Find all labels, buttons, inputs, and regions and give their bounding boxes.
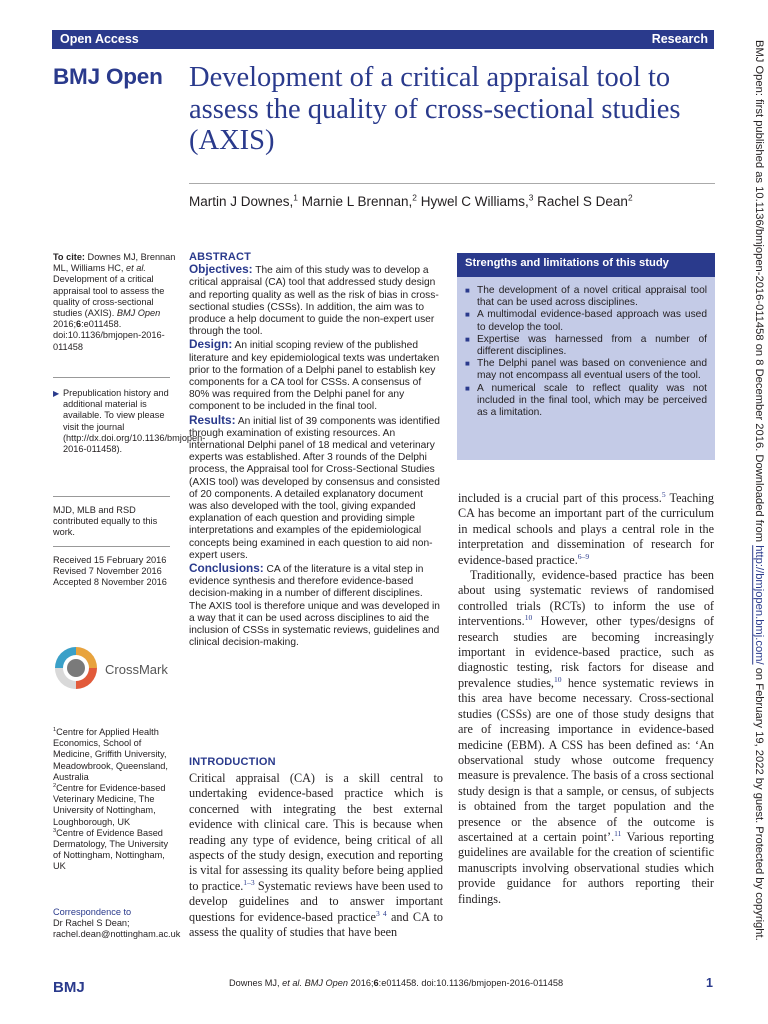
- cite-doi: :e011458. doi:10.1136/bmjopen-2016-011458: [53, 319, 165, 352]
- crossmark-badge[interactable]: [53, 645, 178, 695]
- correspondence-email[interactable]: rachel.dean@nottingham.ac.uk: [53, 929, 181, 940]
- list-item: ■ A multimodal evidence-based approach was used to develop the tool.: [465, 309, 707, 333]
- design-text: An initial scoping review of the published literature and key epidemiological texts was undertaken prior to the formation of a Delphi panel to establish key components for a CA tool for CSSs. A consensus of 80% was required from the Delphi panel for any component to be included in the final tool.: [189, 340, 440, 413]
- accepted-date: Accepted 8 November 2016: [53, 577, 167, 588]
- journal-logo: BMJ Open: [53, 64, 163, 89]
- author-name: Rachel S Dean: [537, 194, 628, 209]
- crossmark-label: CrossMark: [105, 662, 168, 677]
- reference-link[interactable]: 5: [661, 489, 666, 499]
- text-run: Teaching CA has become an important part of the curriculum in medical schools and plays a central role in the interpretation and dissemination of research for evidence-based practice.: [458, 491, 714, 567]
- box-list: [457, 285, 715, 419]
- text-run: However, other types/designs of research studies are becoming increasingly important in evidence-based practice, such as diagnostic testing, risk factors for disease and prevalence studies,: [458, 614, 714, 690]
- abstract: [189, 251, 441, 650]
- results-text: An initial list of 39 components was identified through examination of existing resources. An international Delphi panel of 18 medical and veterinary experts was established. After 3 rounds of the Delphi process, the Appraisal tool for Cross-Sectional Studies (AXIS tool) was developed by consensus and consisted of 20 components. A detailed explanatory document was also developed with the tool, giving expanded explanation of each question and providing simple interpretations and examples of the epidemiological concepts being examined in each question to aid non-expert users.: [189, 415, 440, 561]
- list-item: ■ A numerical scale to reflect quality was not included in the final tool, which may be perceived as a limitation.: [465, 383, 707, 420]
- intro-column-2: [458, 491, 714, 907]
- footer-year: 2016;: [347, 978, 374, 988]
- conclusions-label: Conclusions:: [189, 561, 264, 576]
- triangle-bullet-icon: ▶: [53, 389, 60, 398]
- author-name: Hywel C Williams,: [420, 194, 529, 209]
- side-note-text-end: on February 19, 2022 by guest. Protected by copyright.: [753, 664, 765, 941]
- author-list: [189, 194, 719, 209]
- author-affiliation-ref: 2: [412, 192, 417, 203]
- open-access-label: Open Access: [60, 32, 139, 46]
- text-run: Critical appraisal (CA) is a skill central to undertaking evidence-based practice which is concerned with integrating the best external evidence with clinical care. This is because when reading any type of evidence, being critical of all aspects of the study design, execution and reporting is vital for assessing its quality before being applied to practice.: [189, 771, 443, 893]
- page-number: 1: [706, 976, 713, 990]
- correspondence-name: Dr Rachel S Dean;: [53, 918, 130, 929]
- cite-year: 2016;: [53, 319, 76, 330]
- affiliation-number: 3: [53, 827, 57, 834]
- reference-link[interactable]: 3 4: [375, 908, 387, 918]
- footer-volume: 6: [373, 978, 379, 988]
- cite-label: To cite:: [53, 252, 85, 262]
- text-run: included is a crucial part of this process.: [458, 491, 662, 505]
- cite-volume: 6: [76, 319, 82, 330]
- article-type-label: Research: [651, 32, 708, 46]
- dates-block: [53, 555, 178, 589]
- box-heading: Strengths and limitations of this study: [457, 253, 715, 277]
- abstract-heading: ABSTRACT: [189, 251, 252, 263]
- strengths-limitations-box: [457, 253, 715, 460]
- cite-journal: BMJ Open: [116, 308, 161, 319]
- results-label: Results:: [189, 412, 236, 427]
- introduction-heading: INTRODUCTION: [189, 756, 276, 768]
- list-item: ■ Expertise was harnessed from a number of different disciplines.: [465, 334, 707, 358]
- cite-authors: Downes MJ, Brennan ML, Williams HC,: [53, 252, 176, 274]
- list-item: ■ The Delphi panel was based on convenience and may not encompass all eventual users of the tool.: [465, 358, 707, 382]
- crossmark-icon: [53, 645, 99, 691]
- cite-title: Development of a critical appraisal tool to assess the quality of cross-sectional studies (AXIS).: [53, 274, 165, 319]
- received-date: Received 15 February 2016: [53, 555, 167, 565]
- author-affiliation-ref: 2: [627, 192, 633, 203]
- list-item: ■ The development of a novel critical appraisal tool that can be used across disciplines.: [465, 285, 707, 309]
- equal-text: MJD, MLB and RSD contributed equally to this work.: [53, 505, 158, 538]
- footer-authors: Downes MJ,: [229, 978, 283, 988]
- footer-doi: :e011458. doi:10.1136/bmjopen-2016-011458: [378, 978, 564, 988]
- top-banner: [52, 30, 714, 49]
- side-provenance-note: [743, 40, 765, 1002]
- objectives-label: Objectives:: [189, 262, 253, 277]
- conclusions-text: CA of the literature is a vital step in evidence synthesis and therefore evidence-based decision-making in a number of different disciplines. The AXIS tool is therefore unique and was developed in a way that it can be used across disciplines to aid the inclusion of CSSs in systematic reviews, guidelines and clinical decision-making.: [189, 564, 440, 649]
- revised-date: Revised 7 November 2016: [53, 566, 162, 577]
- objectives-text: The aim of this study was to develop a critical appraisal (CA) tool that addressed study design and reporting quality as well as the risk of bias in cross-sectional studies (CSSs). In addition, the aim was to produce a help document to guide the non-expert user through the tool.: [189, 265, 439, 338]
- correspondence: [53, 907, 181, 941]
- text-run: Various reporting guidelines are available for the creation of scientific manuscripts involving observational studies which provide guidance for authors reporting their findings.: [458, 829, 715, 906]
- reference-link[interactable]: 1–3: [243, 877, 255, 887]
- bmj-footer-logo: BMJ: [53, 979, 85, 996]
- article-title: Development of a critical appraisal tool to assess the quality of cross-sectional studies (AXIS): [189, 62, 681, 156]
- intro-paragraph-1: [189, 771, 443, 940]
- equal-contribution-note: [53, 505, 178, 539]
- divider: [53, 377, 170, 378]
- footer-journal: et al. BMJ Open: [282, 978, 348, 988]
- text-run: Traditionally, evidence-based practice has been about using systematic reviews of randomised controlled trials (RCTs) to inform the use of interventions.: [458, 568, 714, 629]
- author-affiliation-ref: 3: [528, 192, 534, 203]
- author-affiliation-ref: 1: [293, 192, 298, 203]
- footer-citation: [229, 978, 563, 988]
- text-run: Systematic reviews have been used to develop guidelines and to answer important questions for evidence-based practice: [189, 878, 444, 924]
- affiliations: [53, 727, 178, 873]
- side-note-text: BMJ Open: first published as 10.1136/bmjopen-2016-011458 on 8 December 2016. Downloaded from: [753, 40, 765, 546]
- affiliation-text: Centre for Applied Health Economics, School of Medicine, Griffith University, Meadowbrook, Queensland, Australia: [53, 727, 168, 782]
- affiliation-text: Centre for Evidence-based Veterinary Medicine, The University of Nottingham, Loughborough, UK: [53, 783, 166, 827]
- author-name: Martin J Downes,: [189, 194, 294, 209]
- cite-etal: et al.: [126, 263, 146, 274]
- design-label: Design:: [189, 337, 233, 352]
- affiliation-number: 2: [53, 782, 57, 789]
- reference-link[interactable]: 6–9: [577, 551, 590, 561]
- author-name: Marnie L Brennan,: [301, 194, 413, 209]
- prepublication-note: [53, 388, 206, 455]
- reference-link[interactable]: 10: [524, 613, 533, 623]
- affiliation-number: 1: [53, 726, 57, 733]
- divider: [53, 546, 170, 547]
- reference-link[interactable]: 11: [614, 828, 622, 838]
- text-run: and CA to assess the quality of studies that have been: [189, 909, 444, 940]
- correspondence-label: Correspondence to: [53, 907, 132, 917]
- title-divider: [189, 183, 715, 184]
- prepub-text[interactable]: Prepublication history and additional material is available. To view please visit the journal (http://dx.doi.org/10.1136/bmjopen-2016-011458).: [63, 388, 206, 455]
- journal-link[interactable]: http://bmjopen.bmj.com/: [753, 545, 765, 665]
- text-run: hence systematic reviews in this area have become necessary. Cross-sectional studies (CSSs) are one of those study designs that are of increasing importance in evidence-based medicine (EBM). A CSS has been defined as: ‘An observational study whose outcome frequency measure is prevalence. The basis of a cross sectional study design is that a sample, or census, of subjects is obtained from the target population and the presence or the absence of the outcome is ascertained at a certain point’.: [458, 675, 714, 844]
- citation-block: [53, 252, 178, 353]
- reference-link[interactable]: 10: [553, 674, 562, 684]
- divider: [53, 496, 170, 497]
- affiliation-text: Centre of Evidence Based Dermatology, The University of Nottingham, Nottingham, UK: [53, 827, 169, 872]
